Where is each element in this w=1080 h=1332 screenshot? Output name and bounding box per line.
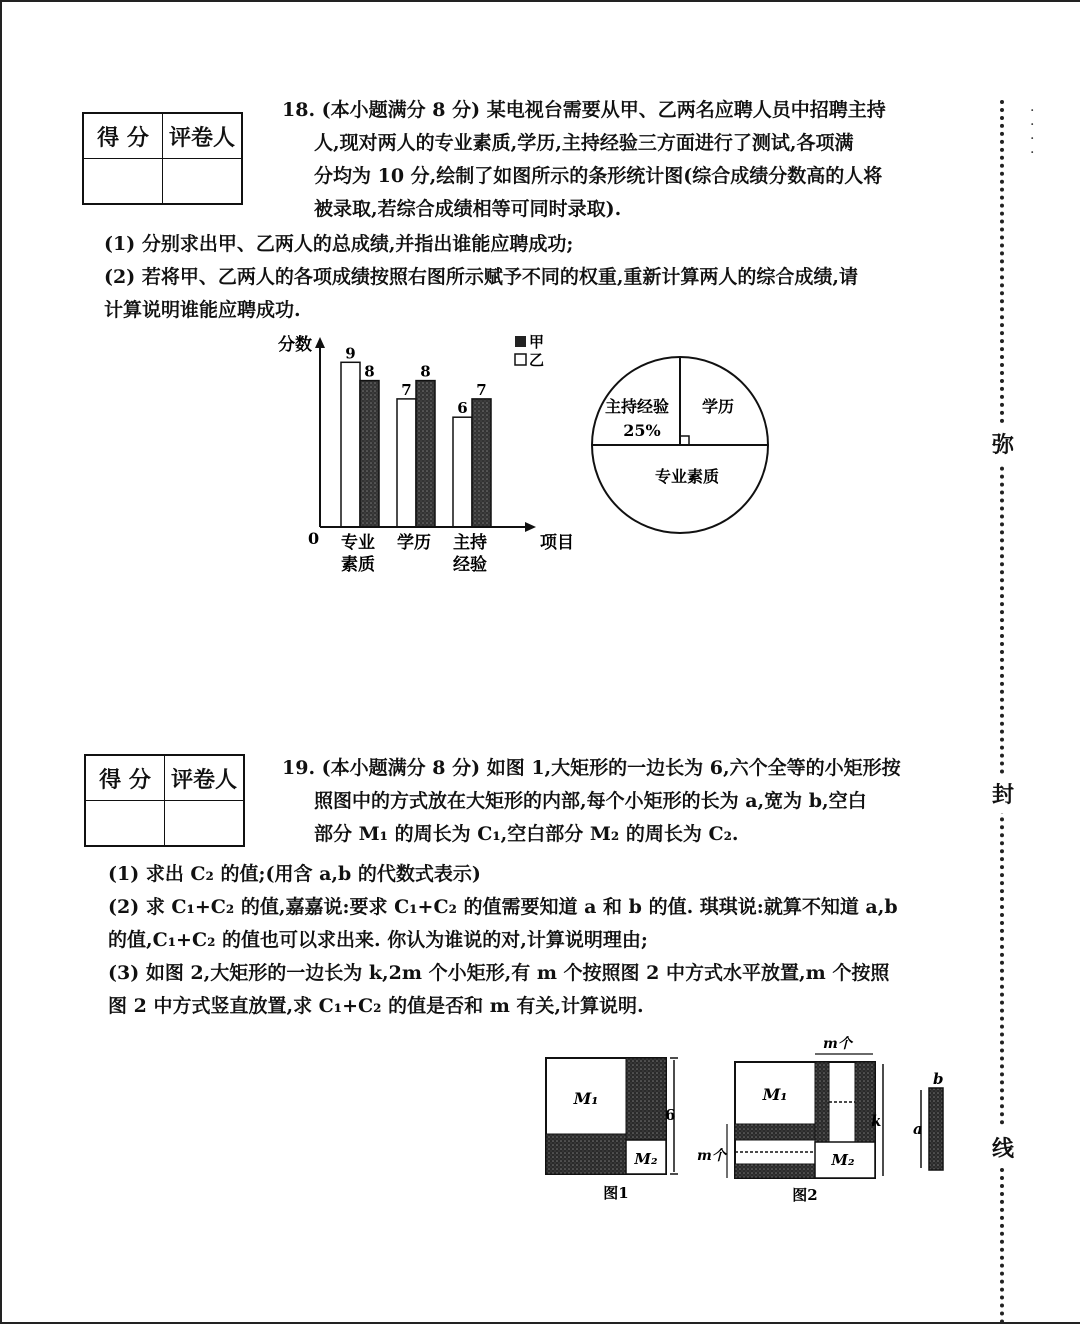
page-border-top	[0, 0, 1080, 2]
grader-cell[interactable]	[163, 159, 243, 205]
q19-parts	[108, 858, 988, 1023]
fig2-vertical-rect	[815, 1062, 829, 1142]
category-label: 经验	[453, 555, 487, 575]
small-rect-a-label: a	[913, 1120, 923, 1138]
fig2-horizontal-rect	[735, 1124, 815, 1140]
q18-line: 人,现对两人的专业素质,学历,主持经验三方面进行了测试,各项满	[314, 132, 854, 154]
q18-line: 被录取,若综合成绩相等可同时录取).	[314, 198, 622, 220]
legend-swatch-yi	[515, 354, 526, 365]
small-rectangle	[929, 1088, 943, 1170]
q18-intro	[282, 94, 982, 226]
fig1-six-label: 6	[665, 1106, 676, 1124]
q19-part3-cont: 图 2 中方式竖直放置,求 C₁+C₂ 的值是否和 m 有关,计算说明.	[108, 995, 644, 1017]
y-axis-label: 分数	[278, 335, 312, 355]
q19-score-box	[84, 754, 245, 847]
bar-甲-1	[416, 381, 435, 527]
bar-乙-1	[397, 399, 416, 527]
fig2-vertical-rect	[855, 1062, 875, 1142]
pie-value-host: 25%	[623, 421, 661, 440]
q19-part3: (3) 如图 2,大矩形的一边长为 k,2m 个小矩形,有 m 个按照图 2 中方式水平放置,m 个按照	[108, 962, 890, 984]
bar-value-label: 6	[457, 399, 468, 418]
pie-label-host: 主持经验	[604, 397, 670, 416]
bar-value-label: 7	[476, 380, 487, 399]
fig2-m2-label: M₂	[831, 1151, 855, 1169]
score-label: 得 分	[85, 755, 165, 801]
q19-part1: (1) 求出 C₂ 的值;(用含 a,b 的代数式表示)	[108, 863, 481, 885]
score-label: 得 分	[83, 113, 163, 159]
fig2-m1-label: M₁	[762, 1085, 788, 1104]
page-border-bottom	[0, 1322, 1080, 1324]
score-cell[interactable]	[83, 159, 163, 205]
q18-part1: (1) 分别求出甲、乙两人的总成绩,并指出谁能应聘成功;	[104, 233, 574, 255]
legend-label-jia: 甲	[529, 333, 545, 351]
pie-label-education: 学历	[701, 397, 735, 416]
bar-乙-2	[453, 417, 472, 527]
origin-label: 0	[308, 529, 320, 548]
bar-甲-2	[472, 399, 491, 527]
bar-甲-0	[360, 381, 379, 527]
bar-value-label: 8	[364, 362, 375, 381]
category-label: 专业	[341, 533, 375, 553]
y-axis-arrow	[315, 337, 325, 348]
pie-label-professional: 专业素质	[654, 467, 720, 486]
fig1-horizontal-rects	[546, 1134, 626, 1174]
bar-value-label: 8	[420, 362, 431, 381]
q19-part2-cont: 的值,C₁+C₂ 的值也可以求出来. 你认为谁说的对,计算说明理由;	[108, 929, 648, 951]
fig1-m1-label: M₁	[573, 1089, 599, 1108]
grader-cell[interactable]	[165, 801, 245, 847]
fig2-top-m-label: m个	[823, 1036, 852, 1052]
q19-line: 19. (本小题满分 8 分) 如图 1,大矩形的一边长为 6,六个全等的小矩形按	[282, 757, 901, 779]
page-border-left	[0, 0, 2, 1324]
seal-char-xian: 线	[988, 1128, 1018, 1167]
corner-dots: · · · ·	[1030, 103, 1035, 161]
q18-line: 18. (本小题满分 8 分) 某电视台需要从甲、乙两名应聘人员中招聘主持	[282, 99, 886, 121]
small-rectangle-figure	[905, 1068, 965, 1178]
bar-value-label: 9	[345, 344, 356, 363]
q18-score-box	[82, 112, 243, 205]
fig1-vertical-rects	[626, 1058, 666, 1140]
grader-label: 评卷人	[163, 113, 243, 159]
category-label: 素质	[341, 555, 375, 575]
q18-bar-chart	[270, 330, 574, 580]
fig2-k-label: k	[871, 1112, 882, 1130]
small-rect-b-label: b	[933, 1070, 944, 1088]
category-label: 学历	[397, 533, 431, 553]
q19-line: 照图中的方式放在大矩形的内部,每个小矩形的长为 a,宽为 b,空白	[314, 790, 867, 812]
q18-part2: (2) 若将甲、乙两人的各项成绩按照右图所示赋予不同的权重,重新计算两人的综合成绩,请	[104, 266, 859, 288]
seal-char-mi: 弥	[988, 424, 1018, 463]
figure-1	[540, 1052, 700, 1207]
fig2-horizontal-rect	[735, 1164, 815, 1178]
figure-2	[695, 1032, 895, 1210]
category-label: 主持	[453, 533, 487, 553]
q19-part2: (2) 求 C₁+C₂ 的值,嘉嘉说:要求 C₁+C₂ 的值需要知道 a 和 b 的值. 琪琪说:就算不知道 a,b	[108, 896, 898, 918]
bar-乙-0	[341, 362, 360, 527]
score-cell[interactable]	[85, 801, 165, 847]
fig1-m2-label: M₂	[634, 1150, 658, 1168]
legend-label-yi: 乙	[529, 351, 545, 369]
chart-legend	[515, 333, 544, 369]
seal-char-feng: 封	[988, 774, 1018, 813]
q18-parts	[104, 228, 984, 327]
q18-pie-chart	[585, 350, 785, 550]
fig2-caption: 图2	[792, 1186, 818, 1204]
fig1-caption: 图1	[603, 1184, 629, 1202]
x-axis-arrow	[525, 522, 536, 532]
grader-label: 评卷人	[165, 755, 245, 801]
q19-line: 部分 M₁ 的周长为 C₁,空白部分 M₂ 的周长为 C₂.	[314, 823, 739, 845]
bar-value-label: 7	[401, 380, 412, 399]
q18-part2-cont: 计算说明谁能应聘成功.	[104, 299, 301, 321]
x-axis-label: 项目	[540, 533, 574, 553]
q18-line: 分均为 10 分,绘制了如图所示的条形统计图(综合成绩分数高的人将	[314, 165, 883, 187]
fig2-left-m-label: m个	[697, 1148, 726, 1164]
legend-swatch-jia	[515, 336, 526, 347]
q19-intro	[282, 752, 982, 851]
